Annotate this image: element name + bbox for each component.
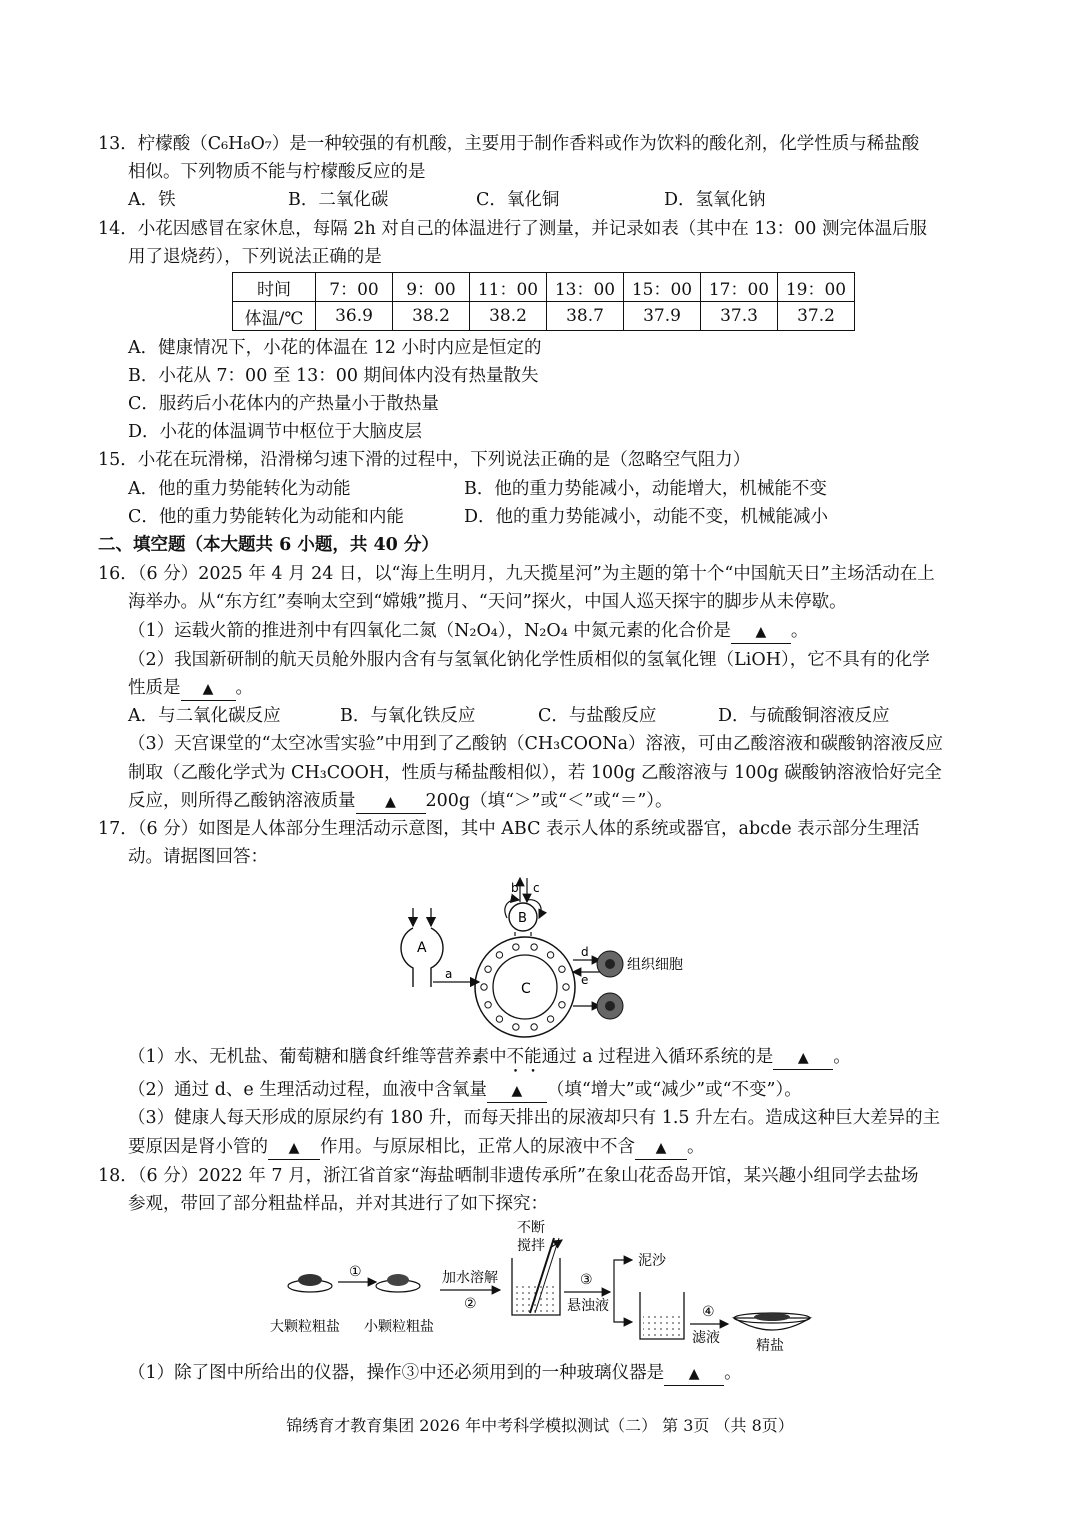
page-footer: 锦绣育才教育集团 2026 年中考科学模拟测试（二） 第 3页 （共 8页） [286, 1416, 794, 1435]
small-salt-dish-icon [376, 1274, 420, 1292]
q17-part3-text-a: 要原因是肾小管的 [128, 1137, 268, 1157]
q15-option-b: B．他的重力势能减小，动能增大，机械能不变 [464, 479, 827, 499]
label-fine-salt: 精盐 [756, 1338, 784, 1354]
blood-dot-icon [559, 1002, 565, 1008]
label-stir-2: 搅拌 [517, 1238, 545, 1254]
q18-part1 [128, 1359, 742, 1387]
q16-part2-line1: （2）我国新研制的航天员舱外服内含有与氢氧化钠化学性质相似的氢氧化锂（LiOH），它不具有的化学 [128, 650, 930, 670]
punct: 。 [687, 1137, 705, 1157]
label-step3: ③ [580, 1272, 593, 1288]
q13-option-d: D．氢氧化钠 [664, 190, 766, 210]
label-small-salt: 小颗粒粗盐 [364, 1319, 434, 1335]
blood-dot-icon [531, 1024, 537, 1030]
blood-dot-icon [481, 984, 487, 990]
label-suspension: 悬浊液 [567, 1298, 609, 1314]
label-big-salt: 大颗粒粗盐 [270, 1319, 340, 1335]
q13-option-a: A．铁 [128, 190, 176, 210]
label-step4: ④ [702, 1304, 715, 1320]
label-B: B [518, 911, 527, 926]
q13-stem-line2: 相似。下列物质不能与柠檬酸反应的是 [128, 162, 426, 182]
label-stir-1: 不断 [517, 1220, 545, 1236]
q16-part1-text: （1）运载火箭的推进剂中有四氧化二氮（N₂O₄），N₂O₄ 中氮元素的化合价是 [128, 621, 731, 641]
physiology-diagram [395, 872, 695, 1042]
blood-dot-icon [485, 966, 491, 972]
q17-part3-line2 [128, 1133, 705, 1161]
q15-option-d: D．他的重力势能减小，动能不变，机械能减小 [464, 507, 829, 527]
blood-dot-icon [559, 966, 565, 972]
label-tissue-cells: 组织细胞 [627, 957, 683, 973]
q18-stem-line1: 18．（6 分）2022 年 7 月，浙江省首家“海盐晒制非遗传承所”在象山花岙岛开馆，某兴趣小组同学去盐场 [98, 1166, 919, 1186]
q17-part2-text-b: （填“增大”或“减少”或“不变”）。 [546, 1080, 802, 1100]
blank-mark: ▲ [511, 1083, 523, 1099]
label-b: b [511, 881, 519, 895]
table-header-time: 时间 [233, 273, 316, 302]
blank-mark: ▲ [797, 1050, 809, 1066]
kidney-cell-icon [597, 993, 623, 1019]
section-heading-fill-in: 二、填空题（本大题共 6 小题，共 40 分） [98, 535, 439, 555]
table-row-time [233, 273, 855, 302]
table-row-temp [233, 302, 855, 331]
table-header-temp: 体温/℃ [233, 302, 316, 331]
label-C: C [521, 981, 531, 997]
blood-dot-icon [513, 1024, 519, 1030]
table-cell: 38.2 [470, 302, 547, 331]
q16-option-a: A．与二氧化碳反应 [128, 706, 281, 726]
blood-dot-icon [531, 944, 537, 950]
q14-option-a: A．健康情况下，小花的体温在 12 小时内应是恒定的 [128, 338, 542, 358]
q18-stem-line2: 参观，带回了部分粗盐样品，并对其进行了如下探究： [128, 1194, 548, 1214]
evaporating-dish-icon [734, 1313, 810, 1330]
arrow-to-mud [614, 1260, 632, 1292]
table-cell: 36.9 [316, 302, 393, 331]
q17-part3-text-b: 作用。与原尿相比，正常人的尿液中不含 [320, 1137, 635, 1157]
blood-dot-icon [496, 1016, 502, 1022]
label-c: c [533, 881, 540, 895]
answer-blank[interactable] [664, 1362, 724, 1386]
organ-a [401, 908, 443, 987]
q16-part3-line2: 制取（乙酸化学式为 CH₃COOH，性质与稀盐酸相似），若 100g 乙酸溶液与 100g 碳酸钠溶液恰好完全 [128, 763, 942, 783]
q16-stem-line2: 海举办。从“东方红”奏响太空到“嫦娥”揽月、“天问”探火，中国人巡天探宇的脚步从未停歇。 [128, 592, 847, 612]
q16-stem-line1: 16．（6 分）2025 年 4 月 24 日，以“海上生明月，九天揽星河”为主题的第十个“中国航天日”主场活动在上 [98, 564, 935, 584]
salt-purification-diagram [262, 1218, 832, 1358]
beaker-filtrate-icon [640, 1292, 684, 1339]
q16-part3-line1: （3）天宫课堂的“太空冰雪实验”中用到了乙酸钠（CH₃COONa）溶液，可由乙酸溶液和碳酸钠溶液反应 [128, 734, 944, 754]
q16-part2-line2 [128, 674, 253, 702]
answer-blank[interactable] [731, 620, 791, 644]
blood-dot-icon [496, 952, 502, 958]
q15-option-c: C．他的重力势能转化为动能和内能 [128, 507, 404, 527]
q14-option-b: B．小花从 7：00 至 13：00 期间体内没有热量散失 [128, 366, 539, 386]
organ-b [505, 878, 541, 936]
blank-mark: ▲ [655, 1140, 667, 1156]
answer-blank[interactable] [773, 1046, 833, 1070]
table-cell: 38.2 [393, 302, 470, 331]
table-cell: 37.2 [778, 302, 855, 331]
table-cell: 37.3 [701, 302, 778, 331]
q14-option-d: D．小花的体温调节中枢位于大脑皮层 [128, 422, 423, 442]
blood-dot-icon [485, 1002, 491, 1008]
label-A: A [417, 940, 427, 956]
temperature-table [232, 272, 855, 331]
q14-option-c: C．服药后小花体内的产热量小于散热量 [128, 394, 439, 414]
q16-option-d: D．与硫酸铜溶液反应 [718, 706, 890, 726]
blood-dot-icon [513, 944, 519, 950]
q16-option-c: C．与盐酸反应 [538, 706, 657, 726]
tissue-cell-icon [597, 951, 623, 977]
q17-stem-line1: 17．（6 分）如图是人体部分生理活动示意图，其中 ABC 表示人体的系统或器官，abcde 表示部分生理活 [98, 819, 920, 839]
label-step1: ① [349, 1264, 362, 1280]
blood-dot-icon [563, 984, 569, 990]
blank-mark: ▲ [755, 624, 767, 640]
q13-stem-line1: 13．柠檬酸（C₆H₈O₇）是一种较强的有机酸，主要用于制作香料或作为饮料的酸化剂，化学性质与稀盐酸 [98, 134, 920, 154]
q14-stem-line1: 14．小花因感冒在家休息，每隔 2h 对自己的体温进行了测量，并记录如表（其中在 13：00 测完体温后服 [98, 219, 927, 239]
table-cell: 19：00 [778, 273, 855, 302]
punct: 。 [790, 621, 809, 641]
blood-dot-icon [547, 1016, 553, 1022]
q16-option-b: B．与氧化铁反应 [340, 706, 476, 726]
label-mud: 泥沙 [638, 1253, 666, 1269]
q17-stem-line2: 动。请据图回答： [128, 847, 268, 867]
answer-blank[interactable] [487, 1079, 547, 1103]
q16-part3-text: 反应，则所得乙酸钠溶液质量 [128, 791, 356, 811]
table-cell: 15：00 [624, 273, 701, 302]
q16-part3-line3 [128, 787, 673, 815]
q16-part3-tail: 200g（填“＞”或“＜”或“＝”）。 [425, 791, 673, 811]
label-dissolve: 加水溶解 [442, 1270, 498, 1286]
q14-stem-line2: 用了退烧药），下列说法正确的是 [128, 247, 382, 267]
punct: 。 [833, 1047, 851, 1067]
answer-blank[interactable] [268, 1136, 320, 1160]
label-d: d [581, 945, 589, 959]
table-cell: 37.9 [624, 302, 701, 331]
answer-blank[interactable] [181, 677, 236, 701]
q17-part2 [128, 1076, 802, 1104]
table-cell: 11：00 [470, 273, 547, 302]
q13-option-b: B．二氧化碳 [288, 190, 389, 210]
label-filtrate: 滤液 [692, 1330, 720, 1346]
table-cell: 13：00 [547, 273, 624, 302]
blank-mark: ▲ [385, 794, 396, 810]
q17-part1 [128, 1043, 851, 1077]
label-step2: ② [464, 1296, 477, 1312]
arrow-to-filtrate [614, 1292, 632, 1322]
q18-part1-text: （1）除了图中所给出的仪器，操作③中还必须用到的一种玻璃仪器是 [128, 1363, 665, 1383]
q16-part1 [128, 617, 808, 645]
blank-mark: ▲ [202, 681, 214, 697]
answer-blank[interactable] [635, 1136, 687, 1160]
answer-blank[interactable] [356, 790, 426, 814]
punct: 。 [235, 678, 253, 698]
q17-part3-line1: （3）健康人每天形成的原尿约有 180 升，而每天排出的尿液却只有 1.5 升左右。造成这种巨大差异的主 [128, 1108, 941, 1128]
label-a: a [445, 967, 453, 981]
q15-option-a: A．他的重力势能转化为动能 [128, 479, 351, 499]
table-cell: 38.7 [547, 302, 624, 331]
q13-option-c: C．氧化铜 [476, 190, 560, 210]
table-cell: 17：00 [701, 273, 778, 302]
blank-mark: ▲ [288, 1140, 300, 1156]
organ-c [475, 937, 575, 1037]
punct: 。 [724, 1363, 742, 1383]
big-salt-dish-icon [288, 1274, 332, 1292]
q17-part1-text-b: 通过 a 过程进入循环系统的是 [541, 1047, 774, 1067]
q17-part1-text-a: （1）水、无机盐、葡萄糖和膳食纤维等营养素中 [128, 1047, 507, 1067]
q17-emphasis: 不能 [506, 1047, 542, 1067]
q15-stem: 15．小花在玩滑梯，沿滑梯匀速下滑的过程中，下列说法正确的是（忽略空气阻力） [98, 450, 751, 470]
table-cell: 7：00 [316, 273, 393, 302]
label-e: e [581, 973, 589, 987]
blank-mark: ▲ [688, 1366, 700, 1382]
q16-part2-text: 性质是 [128, 678, 181, 698]
blood-dot-icon [547, 952, 553, 958]
q17-part2-text-a: （2）通过 d、e 生理活动过程，血液中含氧量 [128, 1080, 487, 1100]
table-cell: 9：00 [393, 273, 470, 302]
